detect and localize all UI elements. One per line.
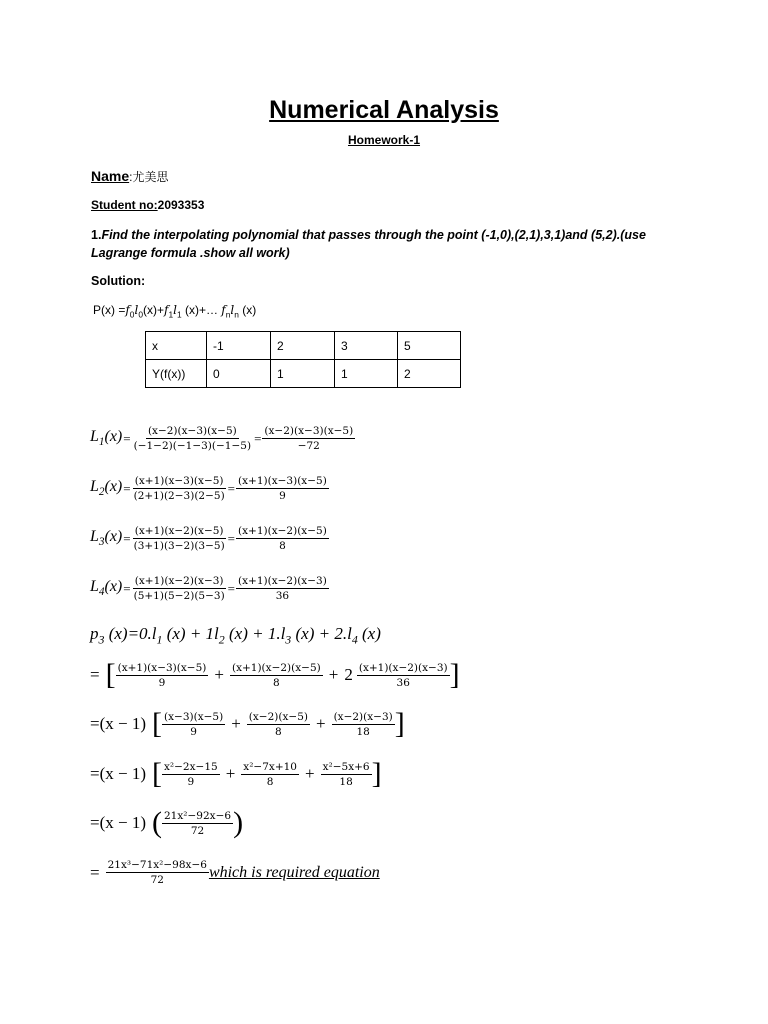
denominator: 9	[190, 725, 197, 738]
student-number-row	[91, 198, 204, 212]
denominator: 72	[150, 874, 164, 886]
p3-sub: 2	[218, 632, 225, 647]
fraction	[162, 710, 225, 739]
denominator: −72	[297, 440, 320, 452]
solution-label: Solution:	[91, 274, 146, 288]
p3-part: (x) + 1.l	[224, 624, 286, 643]
denominator: 36	[396, 676, 410, 689]
denominator: 18	[339, 775, 353, 788]
factor: =(x − 1)	[90, 764, 146, 783]
question-body: Find the interpolating polynomial that passes through the point (-1,0),(2,1),3,1)and (5,2).(use Lagrange formula .show all work)	[91, 228, 646, 260]
formula-ln-sub: n	[234, 309, 239, 320]
formula-end: (x)	[238, 303, 257, 317]
l-sub: 2	[98, 486, 105, 499]
numerator: 21x³−71x²−98x−6	[107, 859, 207, 871]
p3-part: (x)	[357, 624, 381, 643]
denominator: (2+1)(2−3)(2−5)	[133, 490, 225, 502]
numerator: (x+1)(x−3)(x−5)	[238, 475, 327, 487]
numerator: (x−3)(x−5)	[164, 710, 224, 723]
l-name: L	[90, 578, 99, 596]
numerator: (x+1)(x−2)(x−5)	[134, 525, 224, 537]
p3-sub: 3	[285, 632, 292, 647]
denominator: 8	[273, 676, 280, 689]
question-text	[91, 226, 691, 262]
numerator: (x−2)(x−3)	[333, 710, 393, 723]
plus-sign: +	[328, 665, 339, 684]
formula-f1-sub: 1	[168, 309, 174, 320]
plus-sign: +	[214, 665, 224, 684]
fraction	[236, 474, 329, 503]
numerator: 21x²−92x−6	[164, 809, 232, 822]
name-value: :尤美思	[129, 170, 169, 184]
numerator: x²−5x+6	[322, 760, 370, 773]
factor: =(x − 1)	[90, 813, 146, 832]
p3-part: (x)=0.l	[104, 624, 157, 643]
coefficient: 2	[344, 665, 353, 684]
numerator: (x+1)(x−2)(x−3)	[238, 575, 327, 587]
l-sub: 1	[98, 436, 105, 449]
numerator: (x+1)(x−3)(x−5)	[134, 475, 224, 487]
fraction	[132, 574, 227, 603]
equals-sign: =	[227, 530, 236, 546]
data-points-table	[145, 331, 461, 388]
table-cell: 5	[398, 332, 461, 360]
fraction	[132, 474, 227, 503]
lagrange-l4-row	[90, 574, 329, 603]
close-bracket: ]	[449, 658, 460, 691]
step-1-row	[90, 660, 460, 690]
denominator: 9	[187, 775, 195, 788]
formula-l0-sub: 0	[138, 309, 143, 320]
denominator: 18	[356, 725, 370, 738]
denominator: 8	[266, 775, 274, 788]
denominator: (3+1)(3−2)(3−5)	[133, 540, 225, 552]
formula-f0: f	[125, 303, 130, 317]
plus-sign: +	[231, 714, 241, 733]
numerator: (x+1)(x−2)(x−3)	[358, 661, 448, 674]
close-paren: )	[233, 806, 244, 839]
lagrange-l1-row	[90, 424, 355, 453]
p3-expression	[90, 624, 381, 647]
numerator: x²−7x+10	[243, 760, 297, 773]
l-sub: 4	[98, 586, 105, 599]
table-cell: 1	[335, 360, 398, 388]
open-bracket: [	[152, 757, 162, 790]
student-name-row	[91, 168, 168, 185]
l-arg: (x)	[104, 578, 123, 596]
fraction	[236, 574, 329, 603]
denominator: (−1−2)(−1−3)(−1−5)	[133, 440, 252, 452]
final-equation-row	[90, 858, 380, 887]
l-arg: (x)	[104, 528, 123, 546]
conclusion-text: which is required equation	[208, 863, 380, 881]
table-cell: -1	[207, 332, 271, 360]
equals-sign: =	[123, 430, 131, 446]
fraction	[162, 809, 233, 838]
table-cell: 0	[207, 360, 271, 388]
page-title: Numerical Analysis	[269, 96, 499, 124]
close-bracket: ]	[371, 757, 382, 790]
fraction	[262, 424, 355, 453]
p3-part: (x) + 1l	[162, 624, 219, 643]
factor: =(x − 1)	[90, 714, 146, 733]
step-3-row	[90, 759, 382, 789]
fraction	[357, 661, 450, 690]
lagrange-l2-row	[90, 474, 329, 503]
denominator: 8	[279, 540, 286, 552]
lagrange-formula	[93, 303, 256, 319]
l-arg: (x)	[104, 428, 123, 446]
question-number: 1.	[91, 228, 102, 242]
fraction	[132, 524, 227, 553]
formula-f1: f	[163, 303, 169, 317]
equals-sign: =	[123, 580, 131, 596]
l-name: L	[90, 478, 99, 496]
l-arg: (x)	[104, 478, 123, 496]
table-cell: x	[146, 332, 207, 360]
plus-sign: +	[225, 764, 236, 783]
equals-sign: =	[254, 430, 262, 446]
numerator: (x−2)(x−3)(x−5)	[264, 425, 354, 437]
denominator: 9	[279, 490, 286, 502]
denominator: 72	[190, 824, 205, 837]
open-paren: (	[152, 806, 162, 839]
page-subtitle: Homework-1	[347, 133, 421, 147]
fraction	[236, 524, 329, 553]
fraction	[247, 710, 310, 739]
student-no-value: 2093353	[157, 198, 205, 212]
p3-sub: 3	[98, 632, 105, 647]
formula-mid1: (x)+	[142, 303, 164, 317]
fraction	[116, 661, 209, 690]
numerator: (x+1)(x−3)(x−5)	[117, 661, 207, 674]
numerator: (x−2)(x−5)	[248, 710, 308, 723]
open-bracket: [	[152, 707, 162, 740]
l-name: L	[90, 428, 99, 446]
p3-part: (x) + 2.l	[291, 624, 352, 643]
table-row	[146, 360, 461, 388]
numerator: (x+1)(x−2)(x−3)	[134, 575, 224, 587]
fraction	[332, 710, 395, 739]
open-bracket: [	[105, 658, 116, 691]
formula-f0-sub: 0	[129, 309, 135, 320]
formula-ln: l	[230, 303, 235, 317]
numerator: x²−2x−15	[164, 760, 218, 773]
table-cell: 2	[398, 360, 461, 388]
formula-l1: l	[173, 303, 177, 317]
p3-p: p	[90, 624, 99, 643]
formula-lhs: P(x) =	[93, 303, 126, 317]
name-label: Name	[91, 168, 130, 184]
equals-sign: =	[90, 862, 100, 882]
numerator: (x−2)(x−3)(x−5)	[147, 425, 237, 437]
table-cell: 3	[335, 332, 398, 360]
formula-mid2: (x)+…	[181, 303, 222, 317]
table-row	[146, 332, 461, 360]
table-cell: 2	[271, 332, 335, 360]
step-4-row	[90, 808, 243, 838]
l-name: L	[90, 528, 99, 546]
step-2-row	[90, 709, 405, 739]
fraction	[321, 760, 372, 789]
fraction	[162, 760, 220, 789]
formula-l1-sub: 1	[176, 309, 182, 320]
equals-sign: =	[90, 665, 100, 684]
denominator: (5+1)(5−2)(5−3)	[133, 590, 225, 602]
plus-sign: +	[315, 714, 326, 733]
equals-sign: =	[123, 480, 131, 496]
l-sub: 3	[98, 536, 105, 549]
equals-sign: =	[227, 480, 236, 496]
formula-l0: l	[134, 303, 139, 317]
equals-sign: =	[227, 580, 236, 596]
close-bracket: ]	[394, 707, 405, 740]
fraction	[106, 858, 209, 887]
plus-sign: +	[305, 764, 315, 783]
formula-fn-sub: n	[225, 309, 231, 320]
table-cell: 1	[271, 360, 335, 388]
fraction	[241, 760, 299, 789]
student-no-label: Student no:	[91, 198, 158, 212]
equals-sign: =	[123, 530, 131, 546]
denominator: 8	[275, 725, 282, 738]
lagrange-l3-row	[90, 524, 329, 553]
denominator: 36	[275, 590, 290, 602]
numerator: (x+1)(x−2)(x−5)	[231, 661, 321, 674]
table-cell: Y(f(x))	[146, 360, 207, 388]
formula-fn: f	[221, 303, 226, 317]
fraction	[132, 424, 253, 453]
denominator: 9	[158, 676, 166, 689]
fraction	[230, 661, 323, 690]
p3-sub: 1	[156, 632, 163, 647]
numerator: (x+1)(x−2)(x−5)	[238, 525, 327, 537]
p3-sub: 4	[351, 632, 358, 647]
